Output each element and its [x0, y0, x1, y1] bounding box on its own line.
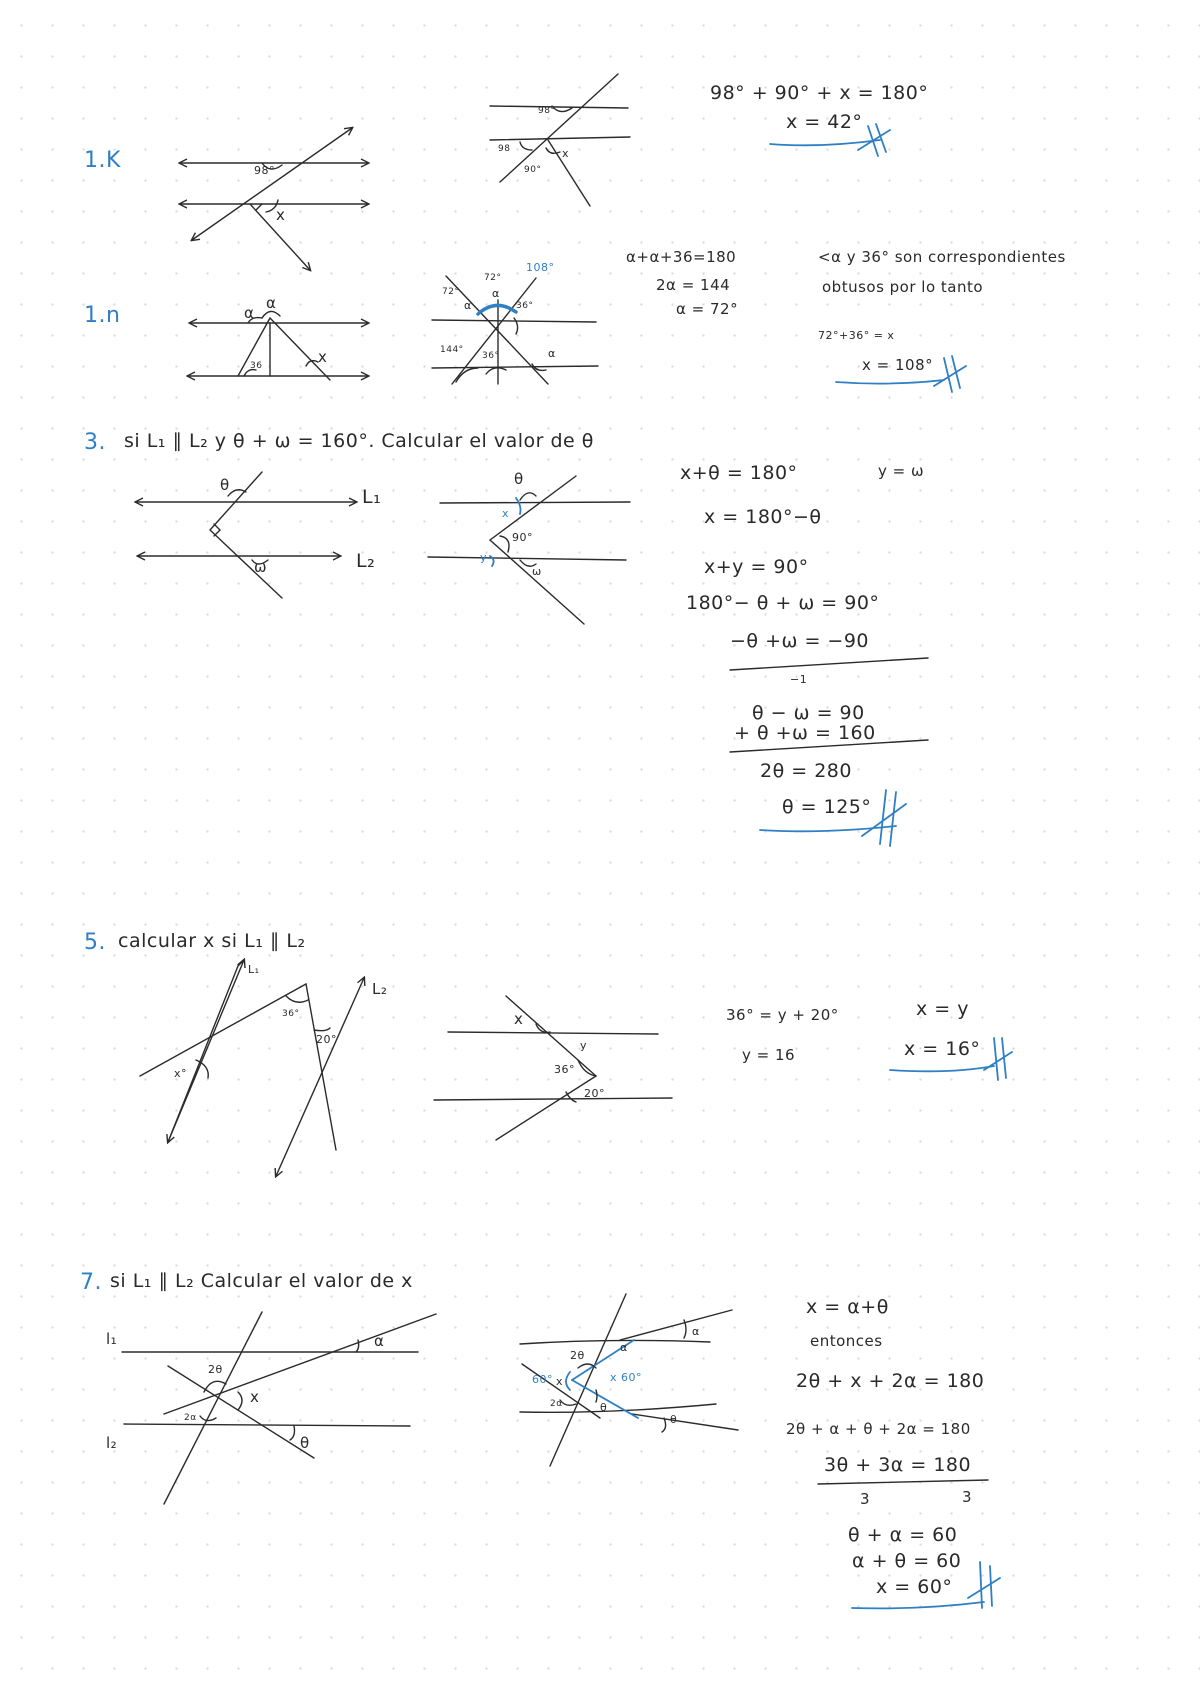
sketch-label: x: [514, 1010, 524, 1028]
sketch-label: θ: [514, 470, 524, 488]
sketch-label: x 60°: [610, 1371, 643, 1384]
equation: 98° + 90° + x = 180°: [710, 82, 929, 104]
sketch-label: α: [492, 287, 500, 300]
diagram-label: x: [250, 1388, 260, 1406]
figure-1n-diagram: [188, 311, 368, 380]
work-line: α+α+36=180: [626, 248, 737, 266]
answer: θ = 125°: [782, 796, 872, 818]
work-line: 3: [860, 1490, 871, 1508]
diagram-label: α: [244, 304, 255, 322]
sketch-label: 98: [498, 144, 511, 154]
sketch-label: 72°: [484, 273, 502, 283]
work-line: −1: [790, 673, 808, 686]
diagram-label: ω: [254, 558, 268, 576]
sketch-label: 98°: [538, 106, 556, 116]
diagram-label: θ: [220, 476, 230, 494]
sketch-label: 144°: [440, 345, 464, 355]
diagram-label: 20°: [316, 1033, 337, 1046]
diagram-label: L₂: [356, 550, 376, 572]
diagram-label: x: [318, 348, 328, 366]
sketch-label: θ: [600, 1401, 608, 1414]
sketch-label: α: [692, 1325, 700, 1338]
sketch-label: α: [548, 347, 556, 360]
diagram-label: 98°: [254, 164, 275, 177]
explanation-line: obtusos por lo tanto: [822, 278, 984, 296]
work-line: 180°− θ + ω = 90°: [686, 592, 880, 614]
sketch-label: x: [502, 507, 510, 520]
work-line: 3: [962, 1488, 973, 1506]
work-line: x = y: [916, 998, 969, 1020]
problem-number: 7.: [80, 1270, 102, 1295]
work-line: 2θ + α + θ + 2α = 180: [786, 1420, 971, 1438]
diagram-label: L₂: [372, 980, 388, 998]
problem-statement: si L₁ ∥ L₂ y θ + ω = 160°. Calcular el valor de θ: [124, 430, 594, 452]
work-line: entonces: [810, 1332, 883, 1350]
sketch-label: x: [562, 147, 570, 160]
diagram-label: x°: [174, 1067, 188, 1080]
diagram-label: 36: [250, 361, 263, 371]
sketch-label: α: [464, 299, 472, 312]
sketch-label: y: [480, 551, 488, 564]
diagram-label: α: [266, 294, 277, 312]
problem-statement: calcular x si L₁ ∥ L₂: [118, 930, 306, 952]
figure-1k-diagram: [180, 128, 368, 270]
sketch-label: 36°: [554, 1063, 575, 1076]
sketch-label: 108°: [526, 261, 555, 274]
work-line: y = 16: [742, 1046, 796, 1064]
sketch-label: 2θ: [570, 1349, 585, 1362]
work-line: θ − ω = 90: [752, 702, 865, 724]
work-line: x+θ = 180°: [680, 462, 798, 484]
sketch-label: 36°: [482, 351, 500, 361]
answer: x = 16°: [904, 1038, 981, 1060]
diagram-label: 2α: [184, 1413, 197, 1423]
sketch-label: 20°: [584, 1087, 605, 1100]
work-line: y = ω: [878, 462, 925, 480]
work-line: θ + α = 60: [848, 1524, 958, 1546]
figure-7-diagram: [122, 1312, 436, 1504]
sketch-label: 90°: [512, 531, 533, 544]
work-line: + θ +ω = 160: [734, 722, 876, 744]
equation: 72°+36° = x: [818, 329, 895, 342]
diagram-label: x: [276, 206, 286, 224]
work-line: −θ +ω = −90: [730, 630, 870, 652]
work-line: x+y = 90°: [704, 556, 809, 578]
work-line: x = α+θ: [806, 1296, 889, 1318]
sketch-label: x: [556, 1375, 564, 1388]
sketch-label: 72°: [442, 287, 460, 297]
work-line: α = 72°: [676, 300, 739, 318]
work-line: 2α = 144: [656, 276, 731, 294]
problem-label: 1.K: [84, 148, 121, 173]
work-line: 2θ = 280: [760, 760, 852, 782]
work-line: α + θ = 60: [852, 1550, 962, 1572]
answer: x = 60°: [876, 1576, 953, 1598]
figure-5-sketch: [434, 996, 672, 1140]
answer: x = 42°: [786, 111, 863, 133]
figure-3-sketch: [428, 476, 630, 624]
sketch-label: α: [620, 1341, 628, 1354]
diagram-label: 36°: [282, 1009, 300, 1019]
explanation-line: <α y 36° son correspondientes: [818, 248, 1066, 266]
sketch-label: ω: [532, 565, 542, 578]
diagram-label: L₁: [248, 963, 260, 976]
work-line: x = 180°−θ: [704, 506, 822, 528]
figure-3-diagram: [136, 472, 356, 598]
diagram-label: θ: [300, 1434, 310, 1452]
sketch-label: y: [580, 1039, 588, 1052]
diagram-label: l₁: [106, 1330, 118, 1348]
problem-number: 3.: [84, 430, 106, 455]
answer: x = 108°: [862, 356, 934, 374]
diagram-label: 2θ: [208, 1363, 223, 1376]
sketch-label: 36°: [516, 301, 534, 311]
diagram-label: L₁: [362, 486, 382, 508]
problem-statement: si L₁ ∥ L₂ Calcular el valor de x: [110, 1270, 413, 1292]
work-line: 2θ + x + 2α = 180: [796, 1370, 985, 1392]
problem-number: 5.: [84, 930, 106, 955]
diagram-label: α: [374, 1332, 385, 1350]
sketch-label: 90°: [524, 165, 542, 175]
sketch-label: θ: [670, 1413, 678, 1426]
problem-label: 1.n: [84, 303, 121, 328]
work-line: 36° = y + 20°: [726, 1006, 839, 1024]
diagram-label: l₂: [106, 1434, 118, 1452]
figure-1k-sketch: [490, 74, 630, 206]
work-line: 3θ + 3α = 180: [824, 1454, 972, 1476]
sketch-label: 60°: [532, 1373, 553, 1386]
sketch-label: 2α: [550, 1399, 563, 1409]
